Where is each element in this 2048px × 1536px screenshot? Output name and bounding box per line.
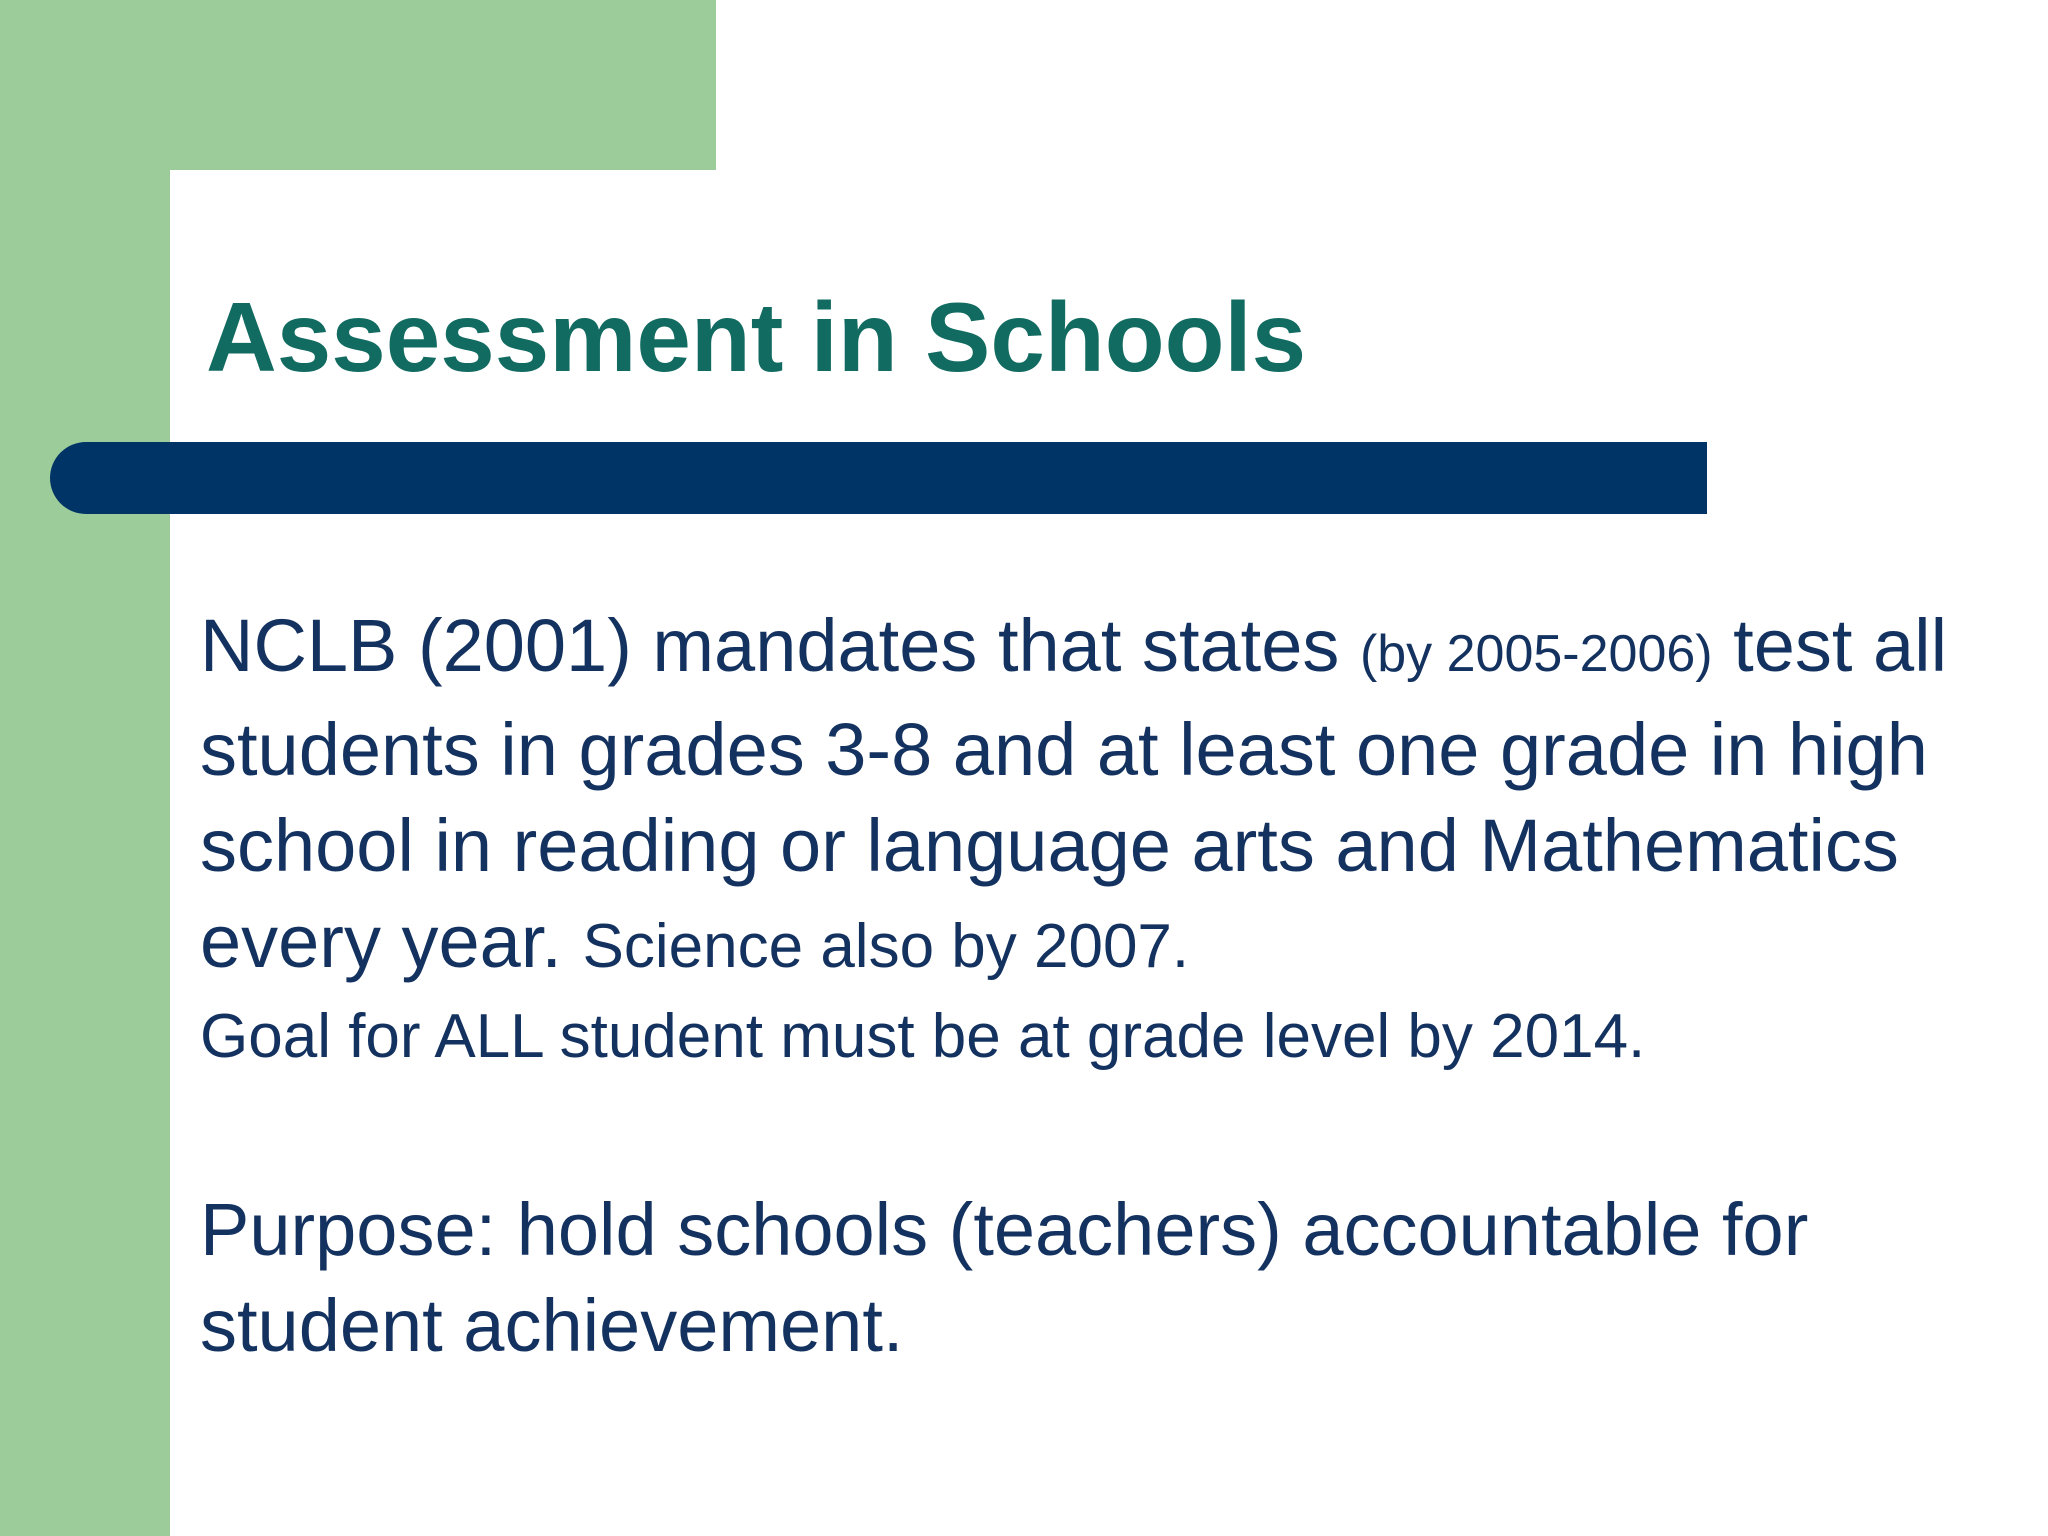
title-divider-bar [50, 442, 1707, 514]
slide-title: Assessment in Schools [206, 282, 1307, 392]
side-accent-bar [0, 0, 170, 1536]
body-paragraph-1 [200, 598, 2000, 1079]
para1-aside: (by 2005-2006) [1359, 625, 1713, 683]
top-accent-block [0, 0, 716, 170]
body-paragraph-2: Purpose: hold schools (teachers) accountable for student achievement. [200, 1188, 1809, 1367]
para1-goal: Goal for ALL student must be at grade level by 2014. [200, 1002, 1646, 1071]
paragraph-1-main [200, 598, 2000, 995]
para1-science: Science also by 2007. [582, 912, 1190, 981]
para1-text-a: NCLB (2001) mandates that states [200, 604, 1360, 687]
para1-text-b: test all students in grades 3-8 and at least one grade in high school in reading or language arts and Mathematics every year. [200, 604, 1948, 983]
